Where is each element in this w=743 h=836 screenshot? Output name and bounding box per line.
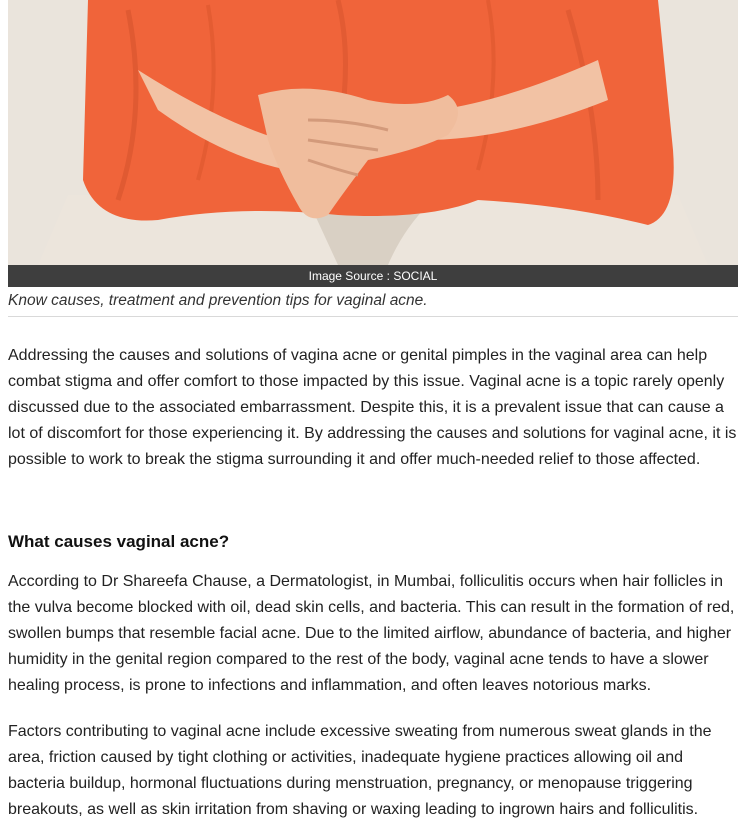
article-hero-image bbox=[8, 0, 738, 265]
causes-paragraph: According to Dr Shareefa Chause, a Dermatologist, in Mumbai, folliculitis occurs when hair follicles in the vulva become blocked with oil, dead skin cells, and bacteria. This can result in the formation of red, swollen bumps that resemble facial acne. Due to the limited airflow, abundance of bacteria, and higher humidity in the genital region compared to the rest of the body, vaginal acne tends to have a slower healing process, is prone to infections and inflammation, and often leaves notorious marks. bbox=[8, 573, 735, 694]
factors-paragraph: Factors contributing to vaginal acne include excessive sweating from numerous sweat glands in the area, friction caused by tight clothing or activities, inadequate hygiene practices allowing oil and bacteria buildup, hormonal fluctuations during menstruation, pregnancy, or menopause triggering breakouts, as well as skin irritation from shaving or waxing leading to ingrown hairs and folliculitis. bbox=[8, 723, 712, 818]
image-caption: Know causes, treatment and prevention tips for vaginal acne. bbox=[8, 290, 738, 317]
image-source-label: Image Source : SOCIAL bbox=[8, 265, 738, 287]
intro-paragraph: Addressing the causes and solutions of vagina acne or genital pimples in the vaginal area can help combat stigma and offer comfort to those impacted by this issue. Vaginal acne is a topic rarely openly discussed due to the associated embarrassment. Despite this, it is a prevalent issue that can cause a lot of discomfort for those experiencing it. By addressing the causes and solutions for vaginal acne, it is possible to work to break the stigma surrounding it and offer much-needed relief to those affected. bbox=[8, 347, 737, 468]
woman-orange-top-photo bbox=[8, 0, 738, 265]
section-heading: What causes vaginal acne? bbox=[8, 532, 230, 551]
article-body bbox=[8, 343, 740, 823]
